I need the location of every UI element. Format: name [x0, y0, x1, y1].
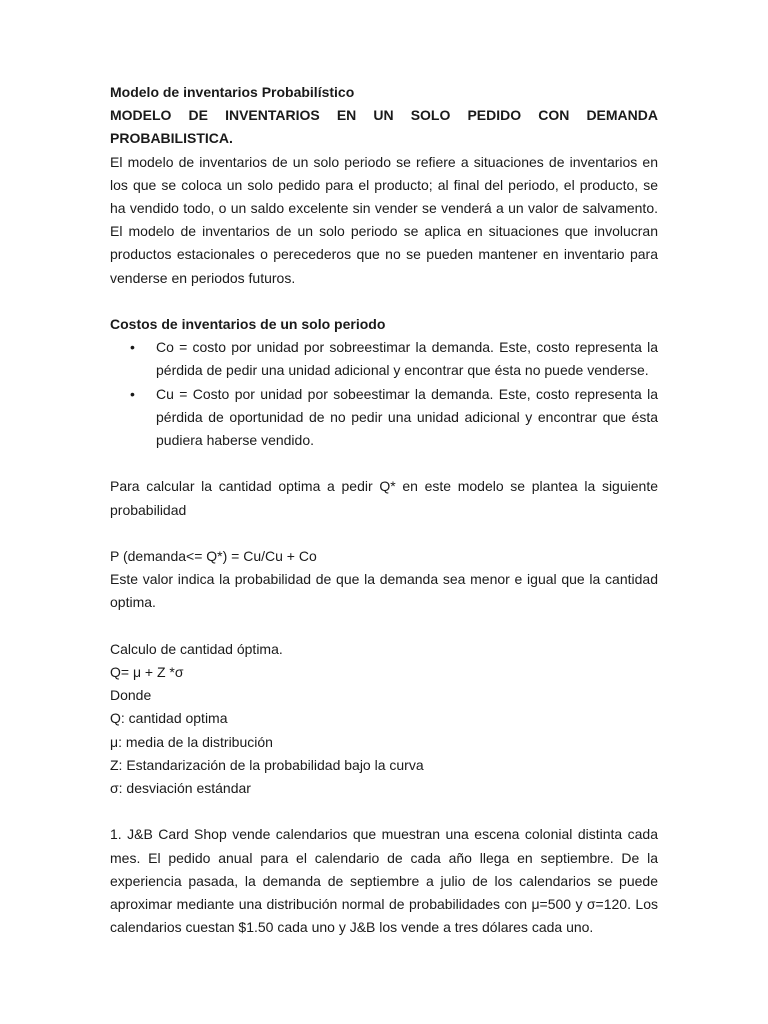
definition-z: Z: Estandarización de la probabilidad bajo la curva	[110, 756, 424, 773]
document-title: Modelo de inventarios Probabilístico	[110, 84, 355, 100]
where-label: Donde	[110, 687, 152, 704]
spacer	[110, 452, 658, 475]
spacer	[110, 522, 658, 545]
cost-item-cu	[110, 383, 658, 453]
cost-list	[110, 336, 658, 452]
definition-q: Q: cantidad optima	[110, 710, 228, 727]
cost-item-co	[110, 336, 658, 382]
spacer	[110, 615, 658, 638]
definition-mu: μ: media de la distribución	[110, 733, 273, 750]
example-paragraph: 1. J&B Card Shop vende calendarios que muestran una escena colonial distinta cada mes. El pedido anual para el calendario de cada año llega en septiembre. De la experiencia pasada, la demanda de septiembre a julio de los calendarios se puede aproximar mediante una distribución normal de probabilidades con μ=500 y σ=120. Los calendarios cuestan $1.50 cada uno y J&B los vende a tres dólares cada uno.	[110, 826, 658, 936]
cost-item-text: Co = costo por unidad por sobreestimar la demanda. Este, costo representa la pérdida de pedir una unidad adicional y encontrar que ésta no puede venderse.	[156, 339, 658, 379]
cost-item-text: Cu = Costo por unidad por sobeestimar la demanda. Este, costo representa la pérdida de oportunidad de no pedir una unidad adicional y encontrar que ésta pudiera haberse vendido.	[156, 385, 658, 449]
costs-heading: Costos de inventarios de un solo periodo	[110, 316, 386, 333]
bullet-icon: •	[130, 339, 135, 356]
document-page	[110, 81, 658, 939]
probability-formula: P (demanda<= Q*) = Cu/Cu + Co	[110, 548, 317, 565]
spacer	[110, 800, 658, 823]
intro-paragraph: El modelo de inventarios de un solo periodo se refiere a situaciones de inventarios en los que se coloca un solo pedido para el producto; al final del periodo, el producto, se ha vendido todo, o un saldo excelente sin vender se venderá a un valor de salvamento. El modelo de inventarios de un solo periodo se aplica en situaciones que involucran productos estacionales o perecederos que no se pueden mantener en inventario para venderse en periodos futuros.	[110, 153, 658, 286]
spacer	[110, 290, 658, 313]
formula-description: Este valor indica la probabilidad de que la demanda sea menor e igual que la cantidad optima.	[110, 571, 658, 611]
calc-intro-paragraph: Para calcular la cantidad optima a pedir Q* en este modelo se plantea la siguiente probabilidad	[110, 478, 658, 518]
quantity-formula: Q= μ + Z *σ	[110, 664, 184, 681]
calc-heading: Calculo de cantidad óptima.	[110, 640, 283, 657]
section-heading: MODELO DE INVENTARIOS EN UN SOLO PEDIDO CON DEMANDA PROBABILISTICA.	[110, 107, 658, 147]
definition-sigma: σ: desviación estándar	[110, 780, 251, 797]
bullet-icon: •	[130, 385, 135, 402]
